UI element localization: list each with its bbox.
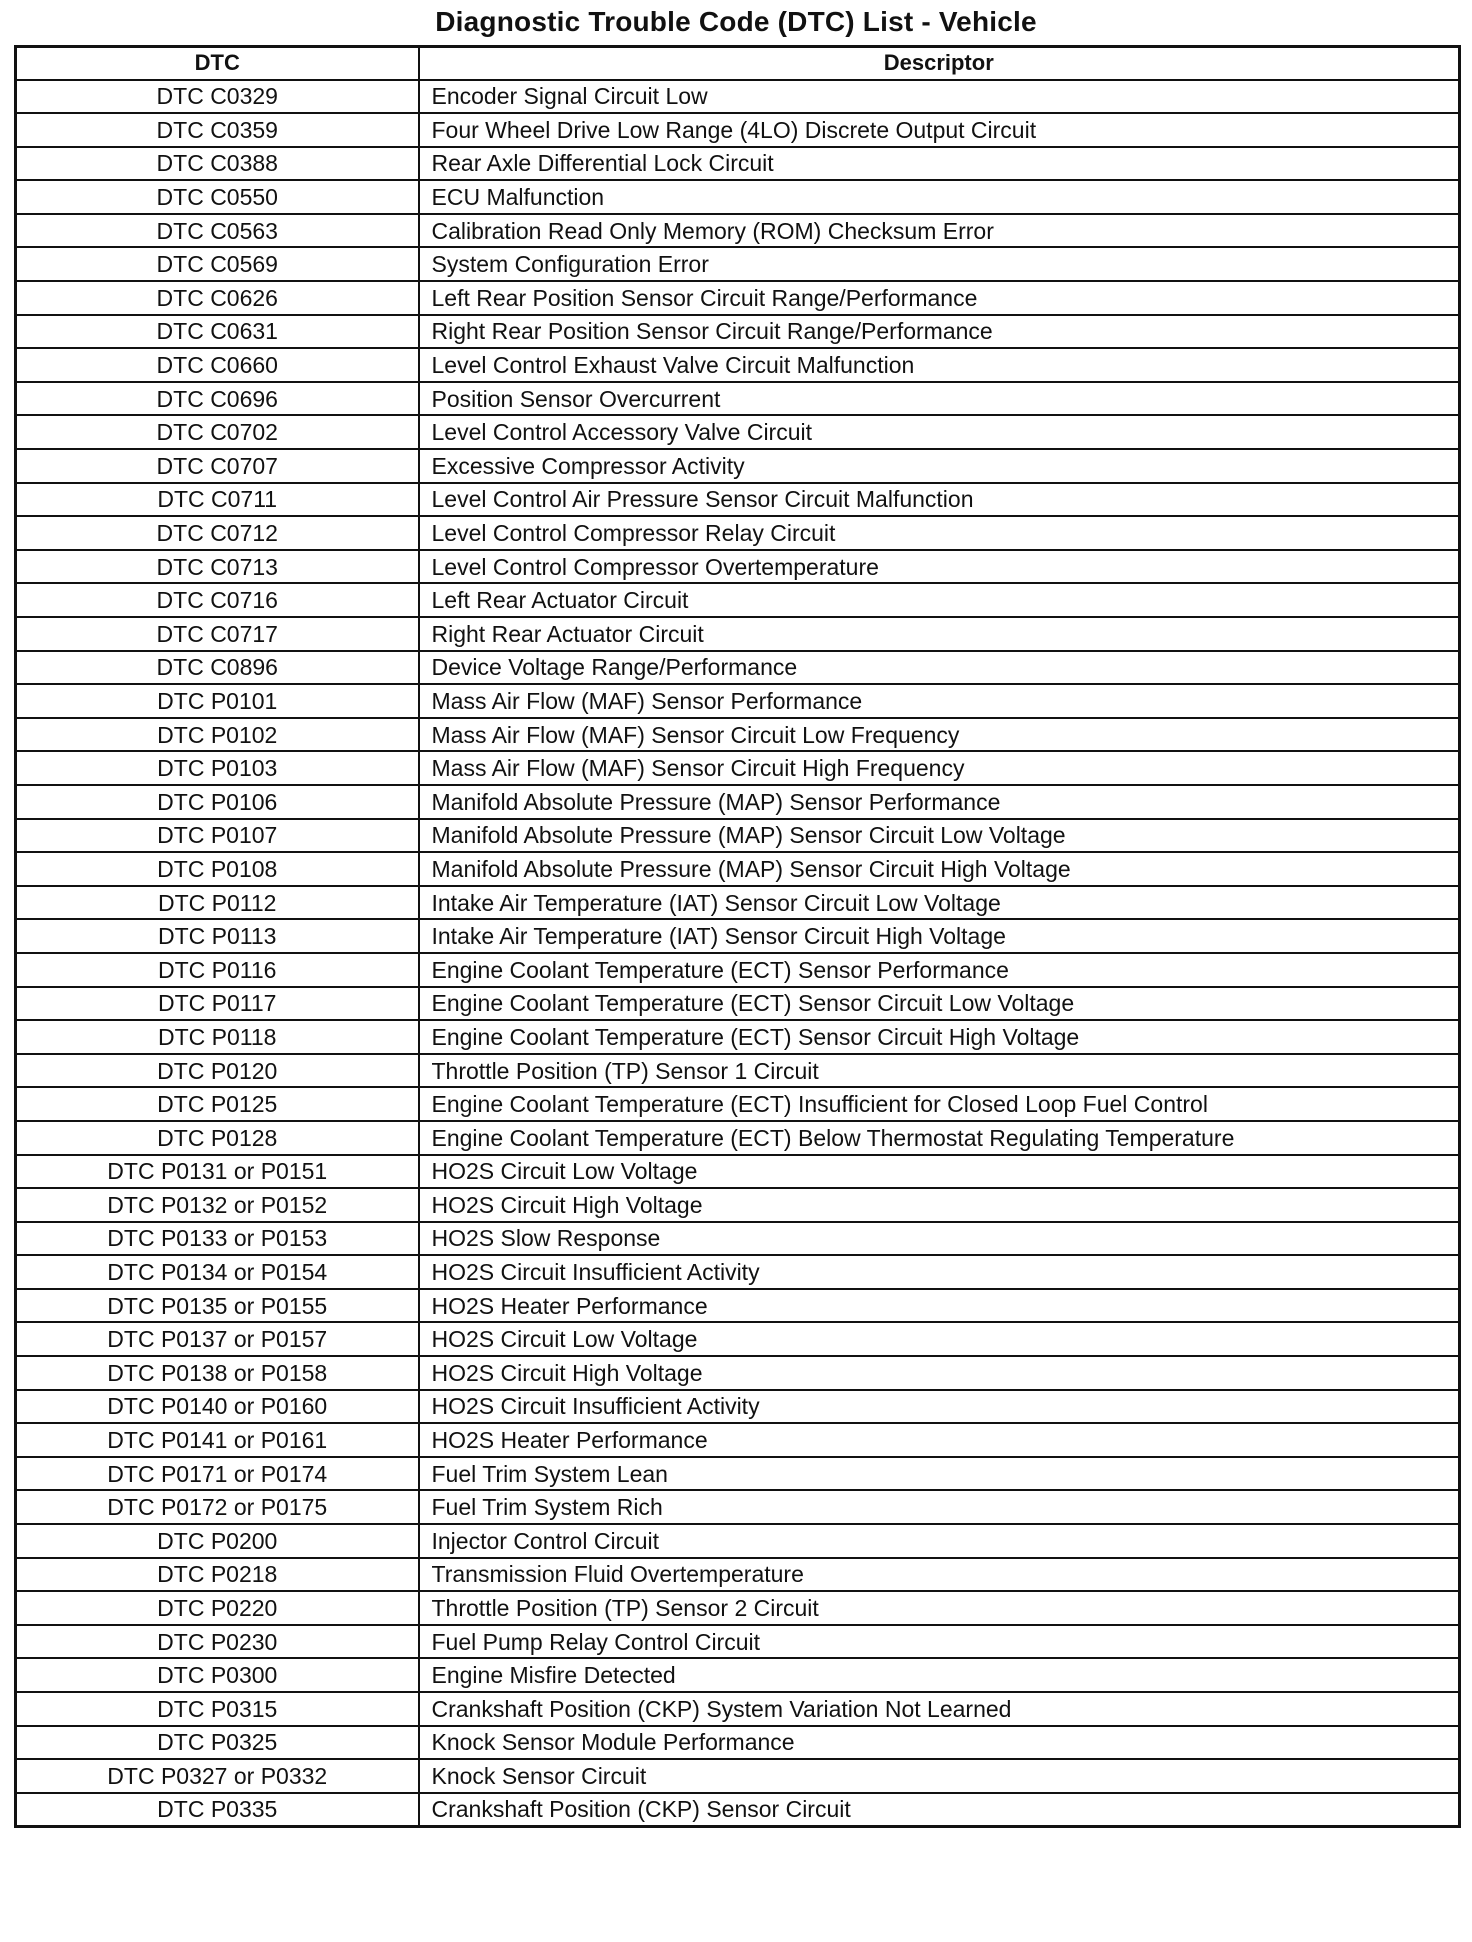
dtc-code-cell: DTC P0103 xyxy=(16,751,419,785)
table-row xyxy=(16,953,1460,987)
dtc-descriptor-cell: HO2S Circuit Insufficient Activity xyxy=(419,1255,1460,1289)
dtc-descriptor-cell: HO2S Circuit High Voltage xyxy=(419,1188,1460,1222)
dtc-code-cell: DTC P0325 xyxy=(16,1726,419,1760)
dtc-code-cell: DTC P0116 xyxy=(16,953,419,987)
dtc-code-cell: DTC P0107 xyxy=(16,819,419,853)
dtc-code-cell: DTC P0108 xyxy=(16,852,419,886)
table-row xyxy=(16,1759,1460,1793)
dtc-code-cell: DTC P0200 xyxy=(16,1524,419,1558)
dtc-descriptor-cell: Knock Sensor Circuit xyxy=(419,1759,1460,1793)
table-row xyxy=(16,1390,1460,1424)
dtc-descriptor-cell: Level Control Accessory Valve Circuit xyxy=(419,415,1460,449)
dtc-descriptor-cell: System Configuration Error xyxy=(419,247,1460,281)
dtc-code-cell: DTC P0131 or P0151 xyxy=(16,1155,419,1189)
dtc-code-cell: DTC P0172 or P0175 xyxy=(16,1490,419,1524)
dtc-code-cell: DTC P0327 or P0332 xyxy=(16,1759,419,1793)
dtc-descriptor-cell: Throttle Position (TP) Sensor 2 Circuit xyxy=(419,1591,1460,1625)
dtc-code-cell: DTC C0569 xyxy=(16,247,419,281)
table-row xyxy=(16,550,1460,584)
dtc-descriptor-cell: Fuel Trim System Rich xyxy=(419,1490,1460,1524)
table-row xyxy=(16,315,1460,349)
dtc-descriptor-cell: Calibration Read Only Memory (ROM) Checksum Error xyxy=(419,214,1460,248)
dtc-descriptor-cell: Crankshaft Position (CKP) Sensor Circuit xyxy=(419,1793,1460,1827)
table-row xyxy=(16,483,1460,517)
table-row xyxy=(16,651,1460,685)
dtc-descriptor-cell: Encoder Signal Circuit Low xyxy=(419,80,1460,114)
dtc-code-cell: DTC P0300 xyxy=(16,1658,419,1692)
table-row xyxy=(16,1188,1460,1222)
dtc-descriptor-cell: Engine Coolant Temperature (ECT) Insufficient for Closed Loop Fuel Control xyxy=(419,1087,1460,1121)
dtc-code-cell: DTC C0717 xyxy=(16,617,419,651)
dtc-code-cell: DTC P0315 xyxy=(16,1692,419,1726)
table-row xyxy=(16,583,1460,617)
dtc-code-cell: DTC P0171 or P0174 xyxy=(16,1457,419,1491)
dtc-code-cell: DTC C0702 xyxy=(16,415,419,449)
header-descriptor: Descriptor xyxy=(419,47,1460,80)
table-row xyxy=(16,1558,1460,1592)
dtc-code-cell: DTC C0711 xyxy=(16,483,419,517)
table-row xyxy=(16,1726,1460,1760)
table-row xyxy=(16,180,1460,214)
dtc-code-cell: DTC C0631 xyxy=(16,315,419,349)
dtc-code-cell: DTC P0102 xyxy=(16,718,419,752)
table-row xyxy=(16,1087,1460,1121)
dtc-descriptor-cell: Level Control Exhaust Valve Circuit Malfunction xyxy=(419,348,1460,382)
dtc-descriptor-cell: Left Rear Actuator Circuit xyxy=(419,583,1460,617)
table-row xyxy=(16,382,1460,416)
dtc-code-cell: DTC P0218 xyxy=(16,1558,419,1592)
dtc-code-cell: DTC C0329 xyxy=(16,80,419,114)
dtc-descriptor-cell: Fuel Trim System Lean xyxy=(419,1457,1460,1491)
table-row xyxy=(16,1524,1460,1558)
dtc-code-cell: DTC C0388 xyxy=(16,147,419,181)
dtc-code-cell: DTC P0135 or P0155 xyxy=(16,1289,419,1323)
table-row xyxy=(16,1289,1460,1323)
table-row xyxy=(16,718,1460,752)
dtc-descriptor-cell: Excessive Compressor Activity xyxy=(419,449,1460,483)
dtc-descriptor-cell: Throttle Position (TP) Sensor 1 Circuit xyxy=(419,1054,1460,1088)
dtc-descriptor-cell: Manifold Absolute Pressure (MAP) Sensor Circuit High Voltage xyxy=(419,852,1460,886)
dtc-descriptor-cell: Engine Coolant Temperature (ECT) Sensor Performance xyxy=(419,953,1460,987)
dtc-descriptor-cell: Right Rear Actuator Circuit xyxy=(419,617,1460,651)
dtc-code-cell: DTC C0707 xyxy=(16,449,419,483)
dtc-descriptor-cell: Mass Air Flow (MAF) Sensor Circuit Low Frequency xyxy=(419,718,1460,752)
table-row xyxy=(16,1692,1460,1726)
table-row xyxy=(16,80,1460,114)
dtc-code-cell: DTC C0660 xyxy=(16,348,419,382)
dtc-code-cell: DTC C0626 xyxy=(16,281,419,315)
dtc-code-cell: DTC P0335 xyxy=(16,1793,419,1827)
dtc-descriptor-cell: Right Rear Position Sensor Circuit Range/Performance xyxy=(419,315,1460,349)
dtc-descriptor-cell: HO2S Circuit High Voltage xyxy=(419,1356,1460,1390)
dtc-code-cell: DTC P0140 or P0160 xyxy=(16,1390,419,1424)
dtc-code-cell: DTC C0716 xyxy=(16,583,419,617)
dtc-descriptor-cell: HO2S Heater Performance xyxy=(419,1423,1460,1457)
header-dtc: DTC xyxy=(16,47,419,80)
table-row xyxy=(16,113,1460,147)
dtc-descriptor-cell: HO2S Circuit Low Voltage xyxy=(419,1155,1460,1189)
dtc-descriptor-cell: Position Sensor Overcurrent xyxy=(419,382,1460,416)
dtc-code-cell: DTC C0696 xyxy=(16,382,419,416)
dtc-table xyxy=(14,45,1461,1828)
table-row xyxy=(16,1490,1460,1524)
dtc-descriptor-cell: Intake Air Temperature (IAT) Sensor Circuit High Voltage xyxy=(419,919,1460,953)
table-row xyxy=(16,751,1460,785)
table-row xyxy=(16,1155,1460,1189)
table-row xyxy=(16,1658,1460,1692)
dtc-descriptor-cell: Engine Misfire Detected xyxy=(419,1658,1460,1692)
table-row xyxy=(16,1222,1460,1256)
dtc-descriptor-cell: Four Wheel Drive Low Range (4LO) Discrete Output Circuit xyxy=(419,113,1460,147)
table-row xyxy=(16,1121,1460,1155)
table-row xyxy=(16,987,1460,1021)
dtc-descriptor-cell: Device Voltage Range/Performance xyxy=(419,651,1460,685)
dtc-code-cell: DTC P0220 xyxy=(16,1591,419,1625)
table-row xyxy=(16,1020,1460,1054)
dtc-descriptor-cell: Fuel Pump Relay Control Circuit xyxy=(419,1625,1460,1659)
table-row xyxy=(16,1054,1460,1088)
table-row xyxy=(16,516,1460,550)
dtc-descriptor-cell: Injector Control Circuit xyxy=(419,1524,1460,1558)
dtc-descriptor-cell: Transmission Fluid Overtemperature xyxy=(419,1558,1460,1592)
dtc-descriptor-cell: Manifold Absolute Pressure (MAP) Sensor Performance xyxy=(419,785,1460,819)
dtc-descriptor-cell: HO2S Slow Response xyxy=(419,1222,1460,1256)
dtc-descriptor-cell: Level Control Compressor Relay Circuit xyxy=(419,516,1460,550)
table-row xyxy=(16,617,1460,651)
dtc-descriptor-cell: Crankshaft Position (CKP) System Variation Not Learned xyxy=(419,1692,1460,1726)
dtc-code-cell: DTC P0132 or P0152 xyxy=(16,1188,419,1222)
table-body xyxy=(16,80,1460,1827)
table-row xyxy=(16,214,1460,248)
table-row xyxy=(16,919,1460,953)
dtc-code-cell: DTC C0712 xyxy=(16,516,419,550)
table-row xyxy=(16,147,1460,181)
dtc-code-cell: DTC C0563 xyxy=(16,214,419,248)
dtc-code-cell: DTC P0128 xyxy=(16,1121,419,1155)
dtc-code-cell: DTC P0101 xyxy=(16,684,419,718)
table-row xyxy=(16,449,1460,483)
dtc-code-cell: DTC P0120 xyxy=(16,1054,419,1088)
dtc-code-cell: DTC P0117 xyxy=(16,987,419,1021)
dtc-code-cell: DTC P0125 xyxy=(16,1087,419,1121)
table-row xyxy=(16,819,1460,853)
table-row xyxy=(16,1423,1460,1457)
table-row xyxy=(16,348,1460,382)
dtc-descriptor-cell: Rear Axle Differential Lock Circuit xyxy=(419,147,1460,181)
table-row xyxy=(16,785,1460,819)
table-row xyxy=(16,852,1460,886)
table-row xyxy=(16,1591,1460,1625)
table-row xyxy=(16,1356,1460,1390)
dtc-code-cell: DTC C0550 xyxy=(16,180,419,214)
dtc-code-cell: DTC P0141 or P0161 xyxy=(16,1423,419,1457)
table-row xyxy=(16,1793,1460,1827)
dtc-descriptor-cell: Intake Air Temperature (IAT) Sensor Circuit Low Voltage xyxy=(419,886,1460,920)
dtc-code-cell: DTC P0230 xyxy=(16,1625,419,1659)
dtc-descriptor-cell: HO2S Heater Performance xyxy=(419,1289,1460,1323)
table-row xyxy=(16,1322,1460,1356)
table-row xyxy=(16,281,1460,315)
dtc-descriptor-cell: Mass Air Flow (MAF) Sensor Performance xyxy=(419,684,1460,718)
dtc-descriptor-cell: ECU Malfunction xyxy=(419,180,1460,214)
dtc-code-cell: DTC P0138 or P0158 xyxy=(16,1356,419,1390)
dtc-code-cell: DTC C0713 xyxy=(16,550,419,584)
dtc-descriptor-cell: Engine Coolant Temperature (ECT) Sensor Circuit High Voltage xyxy=(419,1020,1460,1054)
dtc-code-cell: DTC P0134 or P0154 xyxy=(16,1255,419,1289)
table-row xyxy=(16,247,1460,281)
dtc-descriptor-cell: Knock Sensor Module Performance xyxy=(419,1726,1460,1760)
dtc-code-cell: DTC C0359 xyxy=(16,113,419,147)
table-row xyxy=(16,1457,1460,1491)
table-row xyxy=(16,1625,1460,1659)
dtc-descriptor-cell: Engine Coolant Temperature (ECT) Sensor Circuit Low Voltage xyxy=(419,987,1460,1021)
dtc-code-cell: DTC P0133 or P0153 xyxy=(16,1222,419,1256)
dtc-code-cell: DTC P0112 xyxy=(16,886,419,920)
table-row xyxy=(16,684,1460,718)
dtc-descriptor-cell: HO2S Circuit Insufficient Activity xyxy=(419,1390,1460,1424)
dtc-descriptor-cell: Level Control Air Pressure Sensor Circuit Malfunction xyxy=(419,483,1460,517)
dtc-code-cell: DTC P0106 xyxy=(16,785,419,819)
dtc-descriptor-cell: Left Rear Position Sensor Circuit Range/Performance xyxy=(419,281,1460,315)
dtc-code-cell: DTC P0113 xyxy=(16,919,419,953)
page-title: Diagnostic Trouble Code (DTC) List - Vehicle xyxy=(435,6,1037,37)
dtc-code-cell: DTC C0896 xyxy=(16,651,419,685)
table-header-row xyxy=(16,47,1460,80)
table-row xyxy=(16,886,1460,920)
dtc-descriptor-cell: Engine Coolant Temperature (ECT) Below Thermostat Regulating Temperature xyxy=(419,1121,1460,1155)
dtc-descriptor-cell: Manifold Absolute Pressure (MAP) Sensor Circuit Low Voltage xyxy=(419,819,1460,853)
dtc-descriptor-cell: Level Control Compressor Overtemperature xyxy=(419,550,1460,584)
dtc-code-cell: DTC P0118 xyxy=(16,1020,419,1054)
table-row xyxy=(16,1255,1460,1289)
dtc-code-cell: DTC P0137 or P0157 xyxy=(16,1322,419,1356)
table-row xyxy=(16,415,1460,449)
dtc-descriptor-cell: HO2S Circuit Low Voltage xyxy=(419,1322,1460,1356)
dtc-descriptor-cell: Mass Air Flow (MAF) Sensor Circuit High Frequency xyxy=(419,751,1460,785)
